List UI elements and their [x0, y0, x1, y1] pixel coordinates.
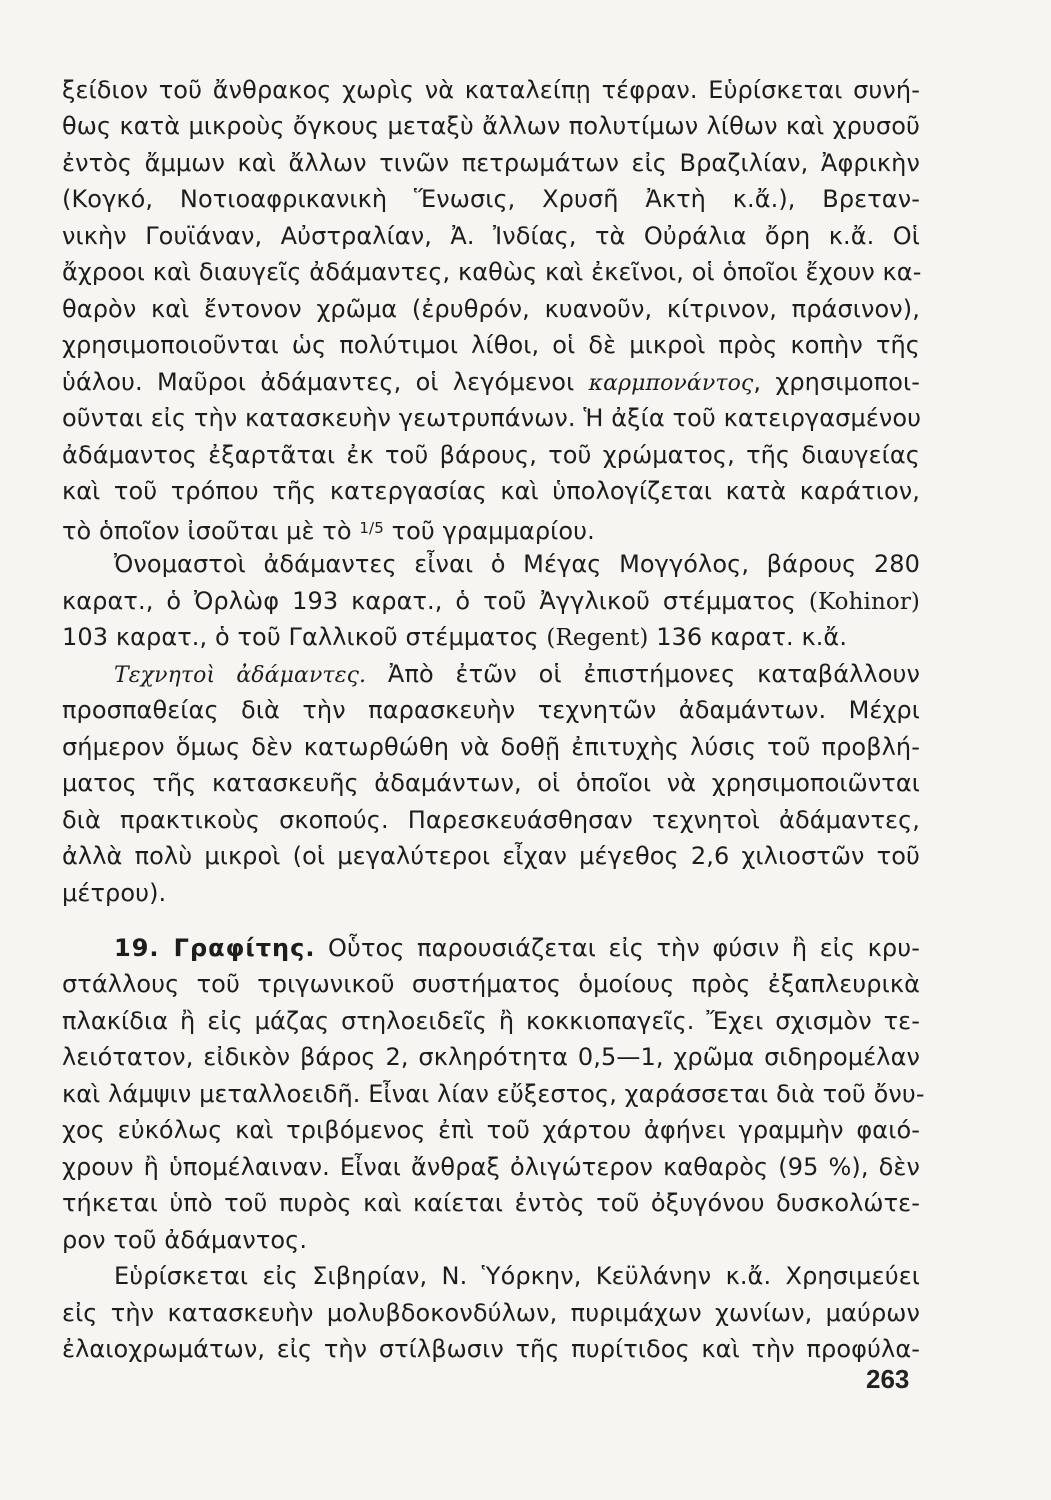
line-text: Οὗτος παρουσιάζεται εἰς τὴν φύσιν ἢ εἰς κρυ- [328, 934, 921, 962]
italic-term: καρμπονάντος [588, 371, 754, 396]
line-text: 103 καρατ., ὁ τοῦ Γαλλικοῦ στέμματος [62, 623, 539, 651]
line-text: Εὑρίσκεται εἰς Σιβηρίαν, Ν. Ὑόρκην, Κεϋλάνην κ.ἄ. Χρησιμεύει [114, 1262, 920, 1290]
text-line [62, 765, 920, 801]
line-text: οῦνται εἰς τὴν κατασκευὴν γεωτρυπάνων. Ἡ ἀξία τοῦ κατειργασμένου [62, 404, 922, 432]
text-line [62, 729, 920, 765]
text-line [62, 108, 920, 144]
text-line [62, 291, 920, 327]
text-line [62, 1185, 920, 1221]
text-line [62, 583, 920, 620]
text-line [62, 327, 920, 363]
line-text: ρον τοῦ ἀδάμαντος. [62, 1226, 308, 1254]
line-text: (Κογκό, Νοτιοαφρικανικὴ Ἕνωσις, Χρυσῆ Ἀκτὴ κ.ἄ.), Βρεταν- [62, 185, 920, 213]
line-text: πλακίδια ἢ εἰς μάζας στηλοειδεῖς ἢ κοκκιοπαγεῖς. Ἔχει σχισμὸν τε- [62, 1007, 920, 1035]
text-line [62, 838, 920, 874]
text-line [62, 802, 920, 838]
text-line [62, 966, 920, 1002]
text-line [62, 1331, 920, 1367]
text-line [62, 875, 920, 911]
text-line [62, 473, 920, 509]
text-line [62, 930, 920, 966]
text-line [62, 546, 920, 582]
line-text: καρατ., ὁ Ὀρλὼφ 193 καρατ., ὁ τοῦ Ἀγγλικοῦ στέμματος [62, 587, 796, 615]
line-text: ἀλλὰ πολὺ μικροὶ (οἱ μεγαλύτεροι εἶχαν μέγεθος 2,6 χιλιοστῶν τοῦ [62, 842, 920, 870]
line-text: Ὀνομαστοὶ ἀδάμαντες εἶναι ὁ Μέγας Μογγόλος, βάρους 280 [114, 550, 920, 578]
line-text: τοῦ γραμμαρίου. [391, 517, 595, 545]
line-text: θαρὸν καὶ ἔντονον χρῶμα (ἐρυθρόν, κυανοῦν, κίτρινον, πράσινον), [62, 295, 920, 323]
text-line [62, 1076, 925, 1112]
text-line [62, 692, 920, 728]
line-text: σήμερον ὅμως δὲν κατωρθώθη νὰ δοθῇ ἐπιτυχὴς λύσις τοῦ προβλή- [62, 733, 920, 761]
line-text: διὰ πρακτικοὺς σκοπούς. Παρεσκευάσθησαν τεχνητοὶ ἀδάμαντες, [62, 806, 920, 834]
line-text: μέτρου). [62, 879, 167, 907]
latin-name: (Kohinor) [808, 589, 920, 615]
text-line [62, 1039, 920, 1075]
line-text: χρησιμοποιοῦνται ὡς πολύτιμοι λίθοι, οἱ δὲ μικροὶ πρὸς κοπὴν τῆς [62, 331, 920, 359]
latin-name: (Regent) [546, 625, 649, 651]
text-line [62, 218, 920, 254]
line-text: ξείδιον τοῦ ἄνθρακος χωρὶς νὰ καταλείπῃ τέφραν. Εὑρίσκεται συνή- [62, 76, 920, 104]
line-text: καὶ τοῦ τρόπου τῆς κατεργασίας καὶ ὑπολογίζεται κατὰ καράτιον, [62, 477, 920, 505]
text-line [62, 1003, 920, 1039]
line-text: θως κατὰ μικροὺς ὄγκους μεταξὺ ἄλλων πολυτίμων λίθων καὶ χρυσοῦ [62, 112, 920, 140]
text-line [62, 1112, 920, 1148]
text-line [62, 181, 920, 217]
text-line [62, 1149, 920, 1185]
text-line [62, 72, 920, 108]
fraction: 1/5 [359, 519, 384, 537]
line-text: τὸ ὁποῖον ἰσοῦται μὲ τὸ [62, 517, 352, 545]
line-text: νικὴν Γουϊάναν, Αὐστραλίαν, Ἀ. Ἰνδίας, τὰ Οὐράλια ὄρη κ.ἄ. Οἱ [62, 222, 920, 250]
italic-subheading: Τεχνητοὶ ἀδάμαντες. [114, 663, 367, 688]
text-line [62, 254, 920, 290]
line-text: Ἀπὸ ἐτῶν οἱ ἐπιστήμονες καταβάλλουν [387, 660, 921, 688]
line-text: ἐλαιοχρωμάτων, εἰς τὴν στίλβωσιν τῆς πυρίτιδος καὶ τὴν προφύλα- [62, 1335, 920, 1363]
line-text: ἄχροοι καὶ διαυγεῖς ἀδάμαντες, καθὼς καὶ ἐκεῖνοι, οἱ ὁποῖοι ἔχουν κα- [62, 258, 922, 286]
text-line [62, 619, 920, 656]
line-text: ἐντὸς ἄμμων καὶ ἄλλων τινῶν πετρωμάτων εἰς Βραζιλίαν, Ἀφρικὴν [62, 149, 920, 177]
text-line [62, 1222, 920, 1258]
line-text: καὶ λάμψιν μεταλλοειδῆ. Εἶναι λίαν εὔξεστος, χαράσσεται διὰ τοῦ ὄνυ- [62, 1080, 925, 1108]
text-line [62, 1295, 920, 1331]
line-text: στάλλους τοῦ τριγωνικοῦ συστήματος ὁμοίους πρὸς ἐξαπλευρικὰ [62, 970, 920, 998]
text-line [62, 656, 920, 694]
text-line [62, 437, 920, 473]
text-line [62, 400, 920, 436]
text-line [62, 510, 920, 549]
line-text: ὑάλου. Μαῦροι ἀδάμαντες, οἱ λεγόμενοι [62, 368, 575, 396]
page-number: 263 [866, 1364, 910, 1394]
line-text: τήκεται ὑπὸ τοῦ πυρὸς καὶ καίεται ἐντὸς τοῦ ὀξυγόνου δυσκολώτε- [62, 1189, 920, 1217]
line-text: ματος τῆς κατασκευῆς ἀδαμάντων, οἱ ὁποῖοι νὰ χρησιμοποιῶνται [62, 769, 920, 797]
text-line [62, 1258, 920, 1294]
line-text: προσπαθείας διὰ τὴν παρασκευὴν τεχνητῶν ἀδαμάντων. Μέχρι [62, 696, 920, 724]
line-text: 136 καρατ. κ.ἄ. [656, 623, 848, 651]
line-text: , χρησιμοποι- [753, 368, 920, 396]
line-text: χρουν ἢ ὑπομέλαιναν. Εἶναι ἄνθραξ ὀλιγώτερον καθαρὸς (95 %), δὲν [62, 1153, 920, 1181]
line-text: λειότατον, εἰδικὸν βάρος 2, σκληρότητα 0,5—1, χρῶμα σιδηρομέλαν [62, 1043, 920, 1071]
section-heading: 19. Γραφίτης. [114, 934, 316, 962]
line-text: εἰς τὴν κατασκευὴν μολυβδοκονδύλων, πυριμάχων χωνίων, μαύρων [62, 1299, 920, 1327]
text-line [62, 145, 920, 181]
line-text: ἀδάμαντος ἐξαρτᾶται ἐκ τοῦ βάρους, τοῦ χρώματος, τῆς διαυγείας [62, 441, 920, 469]
text-line [62, 364, 920, 402]
line-text: χος εὐκόλως καὶ τριβόμενος ἐπὶ τοῦ χάρτου ἀφήνει γραμμὴν φαιό- [62, 1116, 920, 1144]
